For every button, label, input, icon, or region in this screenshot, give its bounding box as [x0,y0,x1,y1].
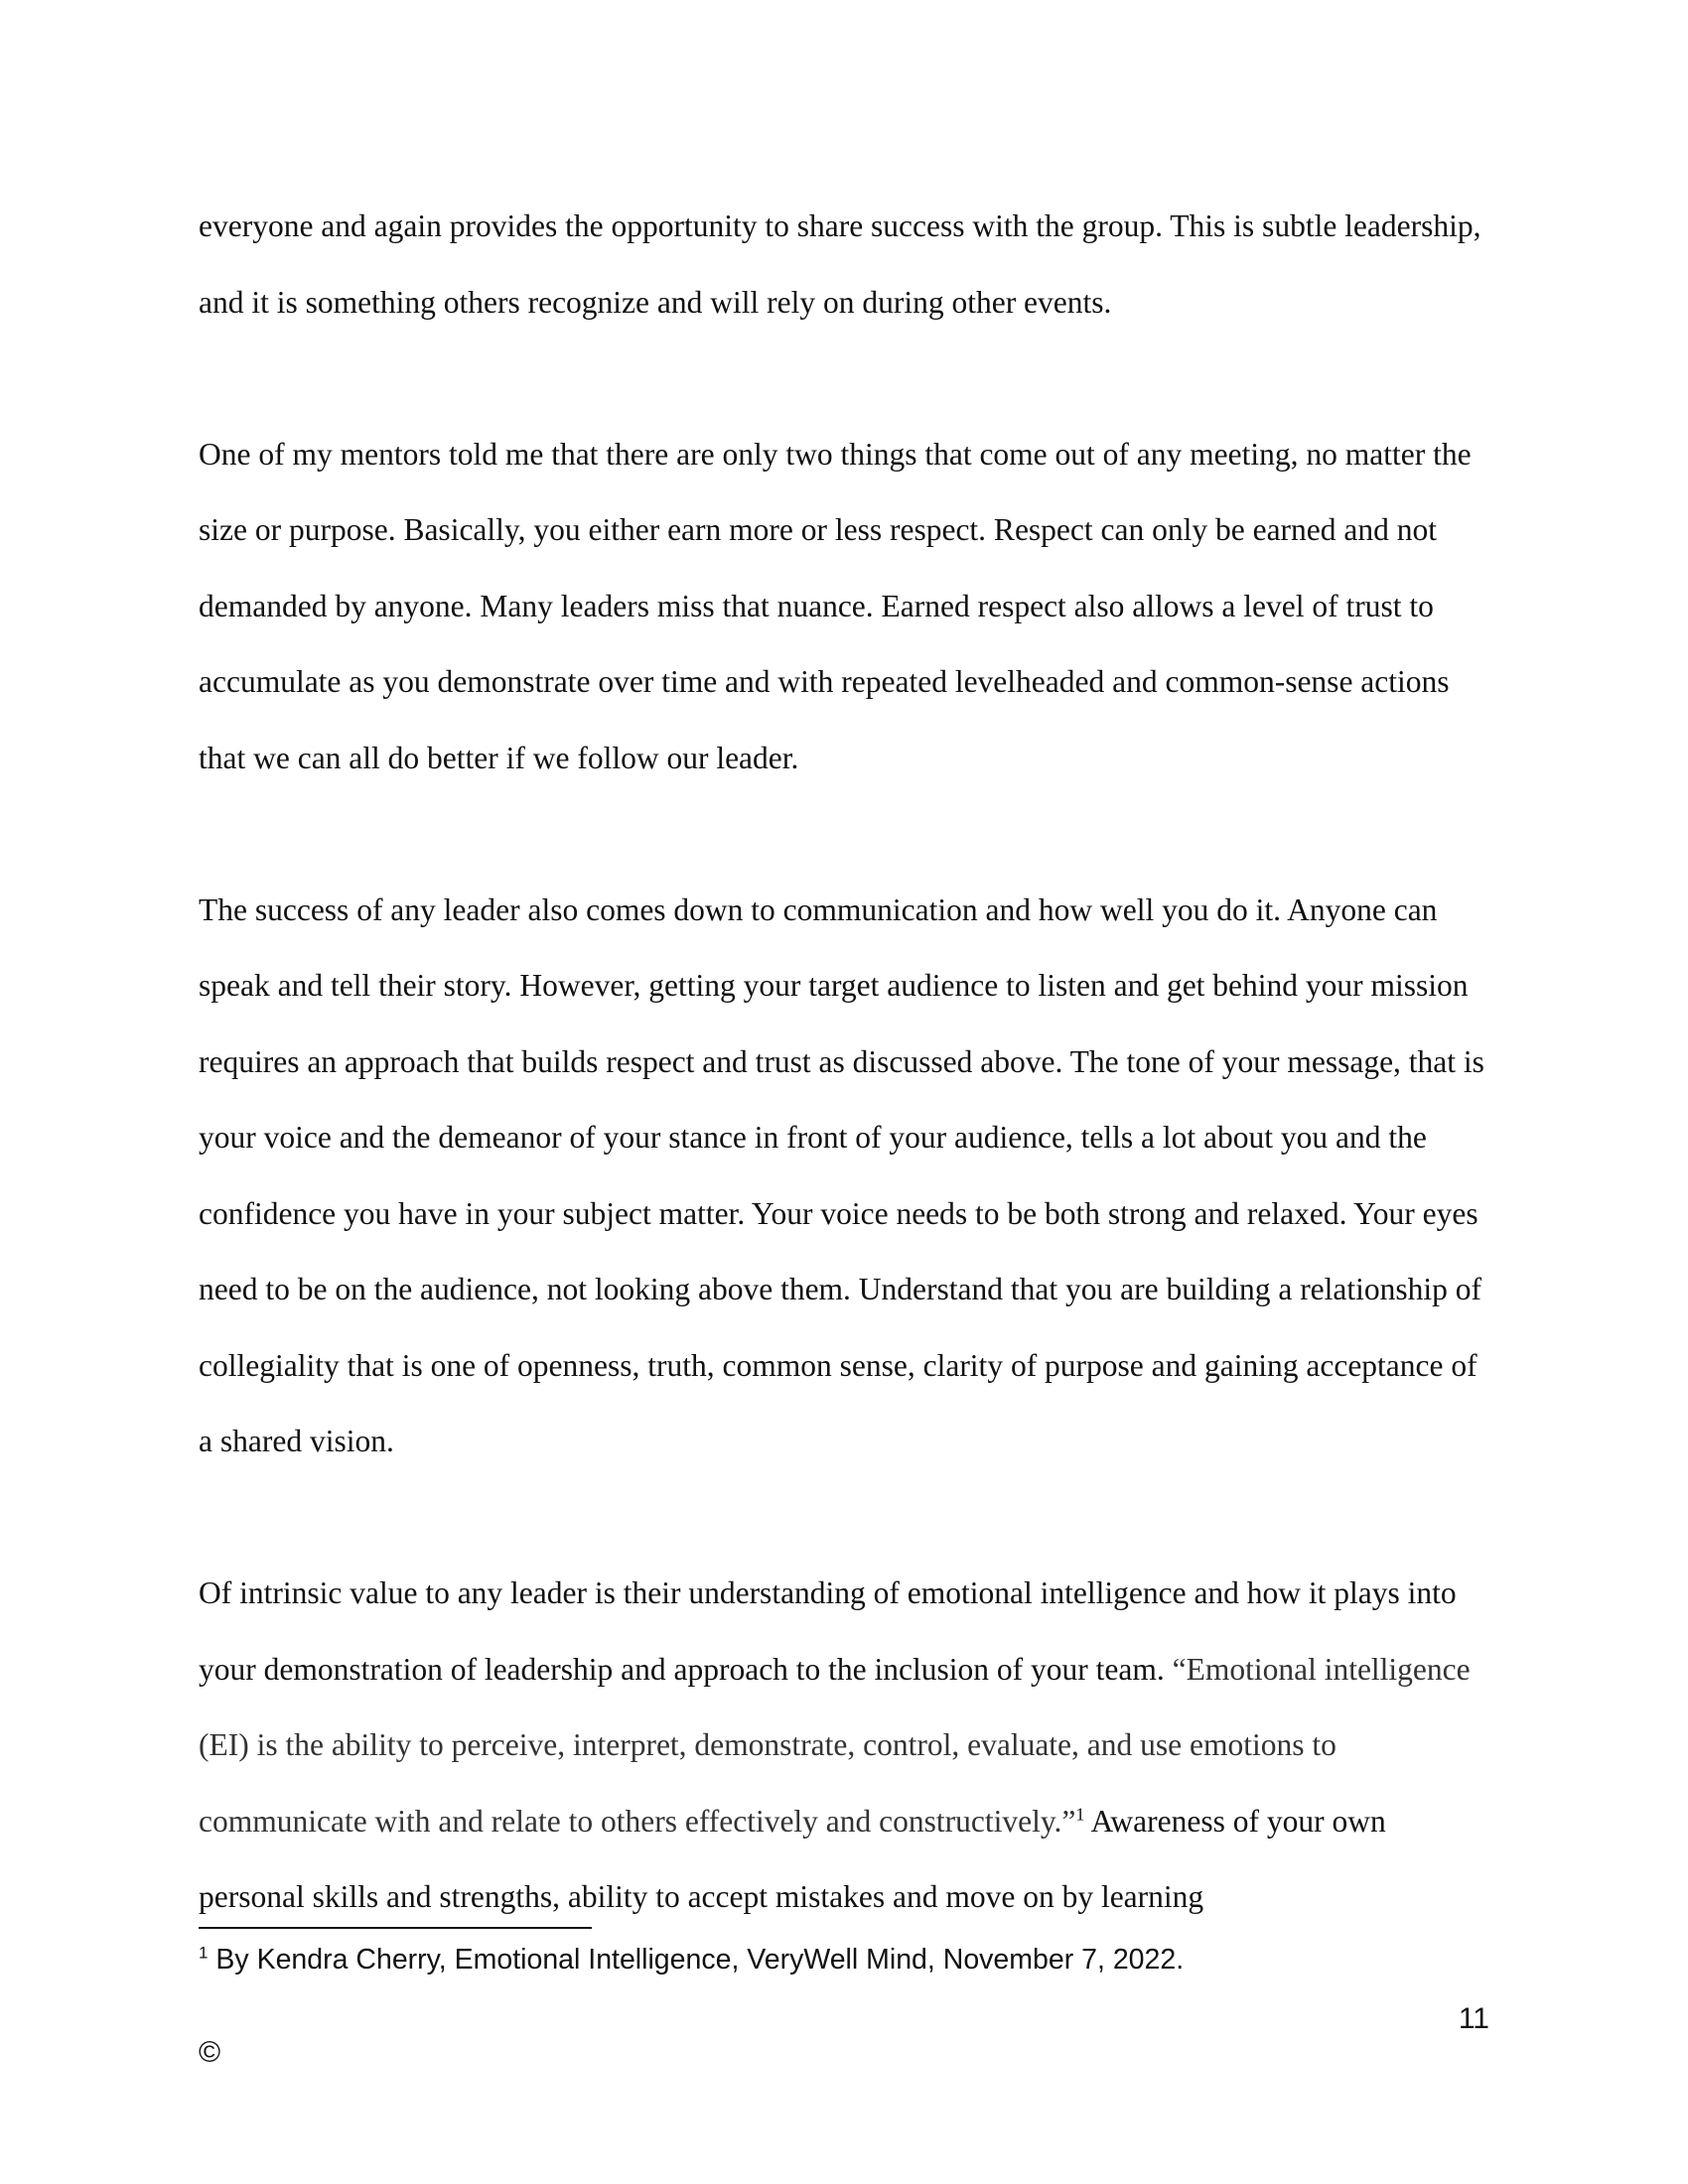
footnote-marker: 1 [199,1943,209,1963]
paragraph-3: The success of any leader also comes down to communication and how well you do it. Anyone can speak and tell their story. However, getting your target audience to listen and get behind your mission requires an approach that builds respect and trust as discussed above. The tone of your message, that is your voice and the demeanor of your stance in front of your audience, tells a lot about you and the confidence you have in your subject matter. Your voice needs to be both strong and relaxed. Your eyes need to be on the audience, not looking above them. Understand that you are building a relationship of collegiality that is one of openness, truth, common sense, clarity of purpose and gaining acceptance of a shared vision. [199,891,1484,1458]
footnote-text: By Kendra Cherry, Emotional Intelligence, VeryWell Mind, November 7, 2022. [208,1944,1185,1976]
body-text [199,189,1489,1936]
page-number: 11 [1458,2002,1489,2035]
paragraph-4 [199,1556,1489,1936]
paragraph-1: everyone and again provides the opportunity to share success with the group. This is subtle leadership, and it is something others recognize and will rely on during other events. [199,208,1481,320]
paragraph-2: One of my mentors told me that there are only two things that come out of any meeting, no matter the size or purpose. Basically, you either earn more or less respect. Respect can only be earned and not demanded by anyone. Many leaders miss that nuance. Earned respect also allows a level of trust to accumulate as you demonstrate over time and with repeated levelheaded and common-sense actions that we can all do better if we follow our leader. [199,436,1472,775]
footnote-separator [199,1927,592,1929]
footnote [199,1942,1489,1978]
paragraph-4-intro: Of intrinsic value to any leader is their understanding of emotional intelligence and how it plays into your demonstration of leadership and approach to the inclusion of your team. [199,1575,1457,1687]
paragraph-4-continuation: Awareness of your own personal skills and strengths, ability to accept mistakes and move on by learning [199,1803,1386,1914]
ei-definition-quote: “Emotional intelligence (EI) is the ability to perceive, interpret, demonstrate, control, evaluate, and use emotions to communicate with and relate to others effectively and constructively.” [199,1651,1471,1839]
footnote-reference: 1 [1075,1804,1085,1824]
copyright-symbol: © [199,2036,221,2069]
